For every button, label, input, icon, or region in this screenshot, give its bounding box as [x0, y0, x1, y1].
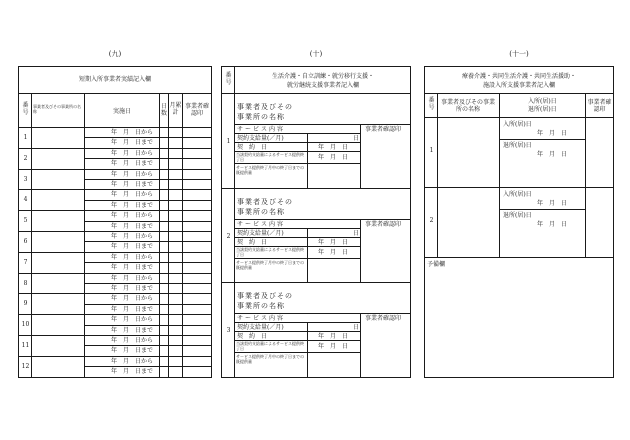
end-date: 年 月 日 [318, 248, 349, 256]
date-to: 年 月 日まで [111, 305, 154, 313]
block-number: 2 [226, 232, 231, 240]
remaining-note: サービス提供終了月中の終了日までの既提供量 [236, 354, 304, 365]
date-to: 年 月 日まで [111, 181, 154, 188]
date-from: 年 月 日から [111, 316, 154, 324]
day-suffix: 日 [353, 324, 360, 332]
seal-label: 事業者確認印 [365, 126, 402, 133]
short-stay-table [18, 66, 212, 378]
row-number: 1 [23, 134, 28, 141]
date-from: 年 月 日から [111, 337, 154, 344]
row-number: 1 [429, 147, 434, 154]
row-number: 12 [21, 362, 30, 370]
header-no: 番号 [22, 102, 29, 116]
table-title-1: 生活介護・自立訓練・就労移行支援・ [271, 73, 374, 80]
date-to: 年 月 日まで [111, 243, 154, 251]
amount-label: 契約支給量(／月) [237, 324, 284, 332]
end-date: 年 月 日 [318, 154, 349, 161]
seal-label: 事業者確認印 [365, 220, 402, 228]
header-days: 日数 [160, 103, 167, 117]
day-suffix: 日 [353, 229, 360, 237]
table-title-1: 療養介護・共同生活介護・共同生活援助・ [461, 73, 576, 80]
header-monthly: 月累計 [169, 102, 182, 116]
row-number: 3 [23, 175, 28, 183]
header-no: 番号 [428, 97, 435, 111]
panel-life-care [221, 49, 411, 379]
block-number: 1 [226, 138, 231, 145]
end-date-note: 当該契約支給量によるサービス提供終了日 [236, 341, 304, 352]
date-to: 年 月 日まで [111, 139, 154, 147]
header-admit: 入所(居)日 [528, 98, 557, 105]
residential-table [424, 66, 614, 378]
contract-date: 年 月 日 [318, 144, 349, 151]
provider-label: 事業者及びその事業所の名称 [237, 292, 293, 311]
header-provider: 事業者及びその事業所の名称 [33, 104, 81, 114]
header-date: 実施日 [112, 108, 131, 115]
leave-label: 退所(居)日 [503, 212, 532, 219]
date-from: 年 月 日から [111, 274, 154, 282]
header-no: 番号 [225, 72, 232, 86]
service-label: サービス内容 [237, 220, 286, 228]
day-suffix: 日 [353, 135, 360, 142]
header-seal: 事業者確認印 [184, 103, 209, 117]
date-from: 年 月 日から [111, 295, 154, 303]
admit-date: 年 月 日 [537, 200, 568, 207]
remaining-note: サービス提供終了月中の終了日までの既提供量 [236, 165, 304, 175]
panel-number: (九) [108, 50, 122, 58]
leave-date: 年 月 日 [537, 221, 568, 228]
table-title: 短期入所事業者実績記入欄 [78, 76, 151, 83]
contract-date: 年 月 日 [318, 238, 349, 246]
date-from: 年 月 日から [111, 233, 154, 240]
date-to: 年 月 日まで [111, 222, 154, 230]
row-number: 10 [21, 321, 30, 329]
row-number: 8 [23, 279, 28, 287]
service-label: サービス内容 [237, 315, 286, 323]
amount-label: 契約支給量(／月) [237, 229, 284, 237]
provider-label: 事業者及びその事業所の名称 [237, 197, 293, 216]
contract-date-label: 契 約 日 [237, 144, 268, 151]
header-provider: 事業者及びその事業所の名称 [440, 99, 495, 113]
header-seal: 事業者確認印 [587, 99, 612, 113]
amount-label: 契約支給量(／月) [237, 135, 284, 142]
date-to: 年 月 日まで [111, 368, 154, 376]
row-number: 5 [23, 217, 28, 225]
date-from: 年 月 日から [111, 129, 154, 136]
date-to: 年 月 日まで [111, 201, 154, 209]
admit-label: 入所(居)日 [503, 191, 532, 198]
date-from: 年 月 日から [111, 357, 154, 365]
date-from: 年 月 日から [111, 149, 154, 157]
provider-label: 事業者及びその事業所の名称 [237, 103, 293, 121]
row-number: 9 [23, 300, 28, 308]
contract-date-label: 契 約 日 [237, 238, 268, 246]
panel-residential [424, 49, 614, 379]
table-title-2: 施設入所支援事業者記入欄 [482, 82, 555, 89]
leave-date: 年 月 日 [537, 151, 568, 158]
row-number: 2 [23, 154, 28, 162]
date-to: 年 月 日まで [111, 347, 154, 355]
date-to: 年 月 日まで [111, 160, 154, 168]
panel-short-stay [18, 49, 212, 379]
block-number: 3 [226, 327, 231, 335]
seal-label: 事業者確認印 [365, 315, 402, 323]
remaining-note: サービス提供終了月中の終了日までの既提供量 [236, 259, 304, 270]
table-title-2: 就労継続支援事業者記入欄 [286, 82, 359, 89]
contract-date: 年 月 日 [318, 333, 349, 341]
life-care-table [221, 66, 411, 378]
contract-date-label: 契 約 日 [237, 333, 268, 341]
row-number: 7 [23, 258, 28, 266]
date-to: 年 月 日まで [111, 264, 154, 272]
date-to: 年 月 日まで [111, 326, 154, 334]
end-date-note: 当該契約支給量によるサービス提供終了日 [236, 246, 304, 257]
date-from: 年 月 日から [111, 253, 154, 261]
leave-label: 退所(居)日 [503, 142, 532, 149]
date-to: 年 月 日まで [111, 285, 154, 292]
row-number: 11 [21, 342, 30, 349]
date-from: 年 月 日から [111, 170, 154, 178]
row-number: 2 [429, 217, 434, 224]
admit-label: 入所(居)日 [503, 121, 532, 128]
date-from: 年 月 日から [111, 191, 154, 199]
end-date-note: 当該契約支給量によるサービス提供終了日 [236, 152, 304, 162]
row-number: 6 [23, 238, 28, 245]
date-from: 年 月 日から [111, 212, 154, 220]
service-label: サービス内容 [237, 126, 286, 133]
panel-number: (十) [309, 50, 323, 58]
panel-number: (十一) [509, 50, 529, 58]
reserve-label: 予備欄 [427, 261, 446, 268]
admit-date: 年 月 日 [537, 130, 568, 137]
end-date: 年 月 日 [318, 343, 349, 351]
row-number: 4 [23, 196, 28, 204]
header-leave: 退所(居)日 [528, 106, 557, 113]
